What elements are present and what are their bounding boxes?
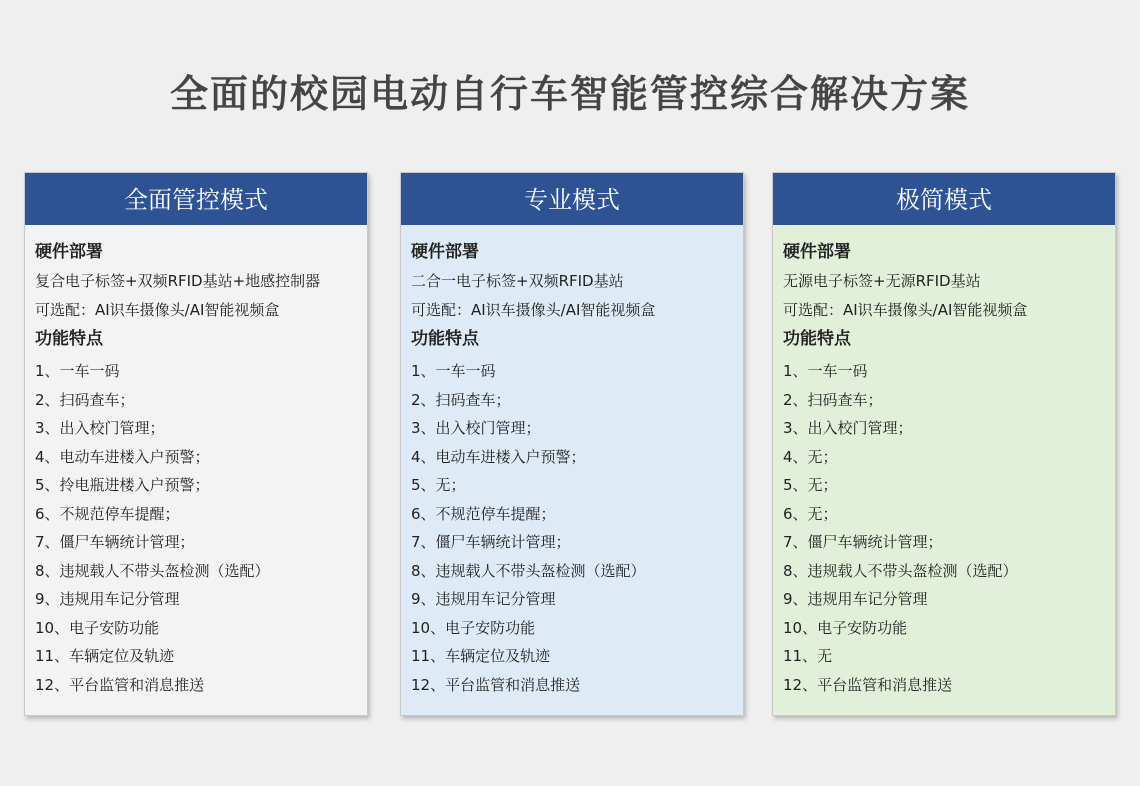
hardware-section-title: 硬件部署 xyxy=(35,242,103,262)
feature-item: 3、出入校门管理； xyxy=(783,419,913,437)
feature-item: 2、扫码查车； xyxy=(35,390,135,409)
feature-item: 8、违规载人不带头盔检测（选配） xyxy=(411,561,646,580)
feature-item: 7、僵尸车辆统计管理； xyxy=(411,533,571,551)
hardware-line: 可选配：AI识车摄像头/AI智能视频盒 xyxy=(783,300,1028,319)
hardware-line: 二合一电子标签+双频RFID基站 xyxy=(411,272,624,290)
feature-item: 12、平台监管和消息推送 xyxy=(411,675,581,694)
feature-list xyxy=(783,357,1115,699)
feature-item: 10、电子安防功能 xyxy=(35,618,160,637)
feature-item: 6、不规范停车提醒； xyxy=(411,504,556,523)
feature-item: 5、无； xyxy=(783,476,838,494)
feature-item: 5、无； xyxy=(411,476,466,494)
hardware-line: 无源电子标签+无源RFID基站 xyxy=(783,272,981,290)
card-full-control xyxy=(24,172,368,716)
feature-list xyxy=(411,357,743,699)
card-header: 专业模式 xyxy=(401,173,743,225)
card-professional xyxy=(400,172,744,716)
feature-section-title: 功能特点 xyxy=(411,329,479,349)
feature-item: 1、一车一码 xyxy=(411,362,496,380)
feature-item: 5、拎电瓶进楼入户预警； xyxy=(35,476,210,494)
feature-item: 12、平台监管和消息推送 xyxy=(35,675,205,694)
hardware-line: 可选配：AI识车摄像头/AI智能视频盒 xyxy=(35,300,280,319)
feature-item: 2、扫码查车； xyxy=(411,390,511,409)
feature-item: 4、电动车进楼入户预警； xyxy=(35,447,210,466)
feature-item: 3、出入校门管理； xyxy=(411,419,541,437)
feature-item: 11、无 xyxy=(783,647,833,665)
feature-item: 10、电子安防功能 xyxy=(411,618,536,637)
card-body xyxy=(773,225,1115,699)
card-minimal xyxy=(772,172,1116,716)
feature-item: 4、电动车进楼入户预警； xyxy=(411,447,586,466)
feature-item: 4、无； xyxy=(783,447,838,466)
feature-item: 9、违规用车记分管理 xyxy=(35,590,180,608)
feature-item: 1、一车一码 xyxy=(35,362,120,380)
hardware-line: 复合电子标签+双频RFID基站+地感控制器 xyxy=(35,272,321,290)
feature-item: 9、违规用车记分管理 xyxy=(783,590,928,608)
card-body xyxy=(25,225,367,699)
feature-item: 11、车辆定位及轨迹 xyxy=(35,647,175,665)
hardware-line: 可选配：AI识车摄像头/AI智能视频盒 xyxy=(411,300,656,319)
feature-item: 6、不规范停车提醒； xyxy=(35,504,180,523)
hardware-section-title: 硬件部署 xyxy=(783,242,851,262)
page-title: 全面的校园电动自行车智能管控综合解决方案 xyxy=(169,72,970,116)
card-header: 全面管控模式 xyxy=(25,173,367,225)
feature-item: 2、扫码查车； xyxy=(783,390,883,409)
card-body xyxy=(401,225,743,699)
feature-item: 7、僵尸车辆统计管理； xyxy=(783,533,943,551)
feature-item: 8、违规载人不带头盔检测（选配） xyxy=(35,561,270,580)
feature-item: 3、出入校门管理； xyxy=(35,419,165,437)
feature-item: 1、一车一码 xyxy=(783,362,868,380)
feature-item: 9、违规用车记分管理 xyxy=(411,590,556,608)
feature-item: 8、违规载人不带头盔检测（选配） xyxy=(783,561,1018,580)
hardware-section-title: 硬件部署 xyxy=(411,242,479,262)
feature-item: 6、无； xyxy=(783,504,838,523)
feature-section-title: 功能特点 xyxy=(35,329,103,349)
feature-item: 7、僵尸车辆统计管理； xyxy=(35,533,195,551)
feature-item: 12、平台监管和消息推送 xyxy=(783,675,953,694)
card-header: 极简模式 xyxy=(773,173,1115,225)
feature-list xyxy=(35,357,367,699)
feature-section-title: 功能特点 xyxy=(783,329,851,349)
feature-item: 11、车辆定位及轨迹 xyxy=(411,647,551,665)
feature-item: 10、电子安防功能 xyxy=(783,618,908,637)
